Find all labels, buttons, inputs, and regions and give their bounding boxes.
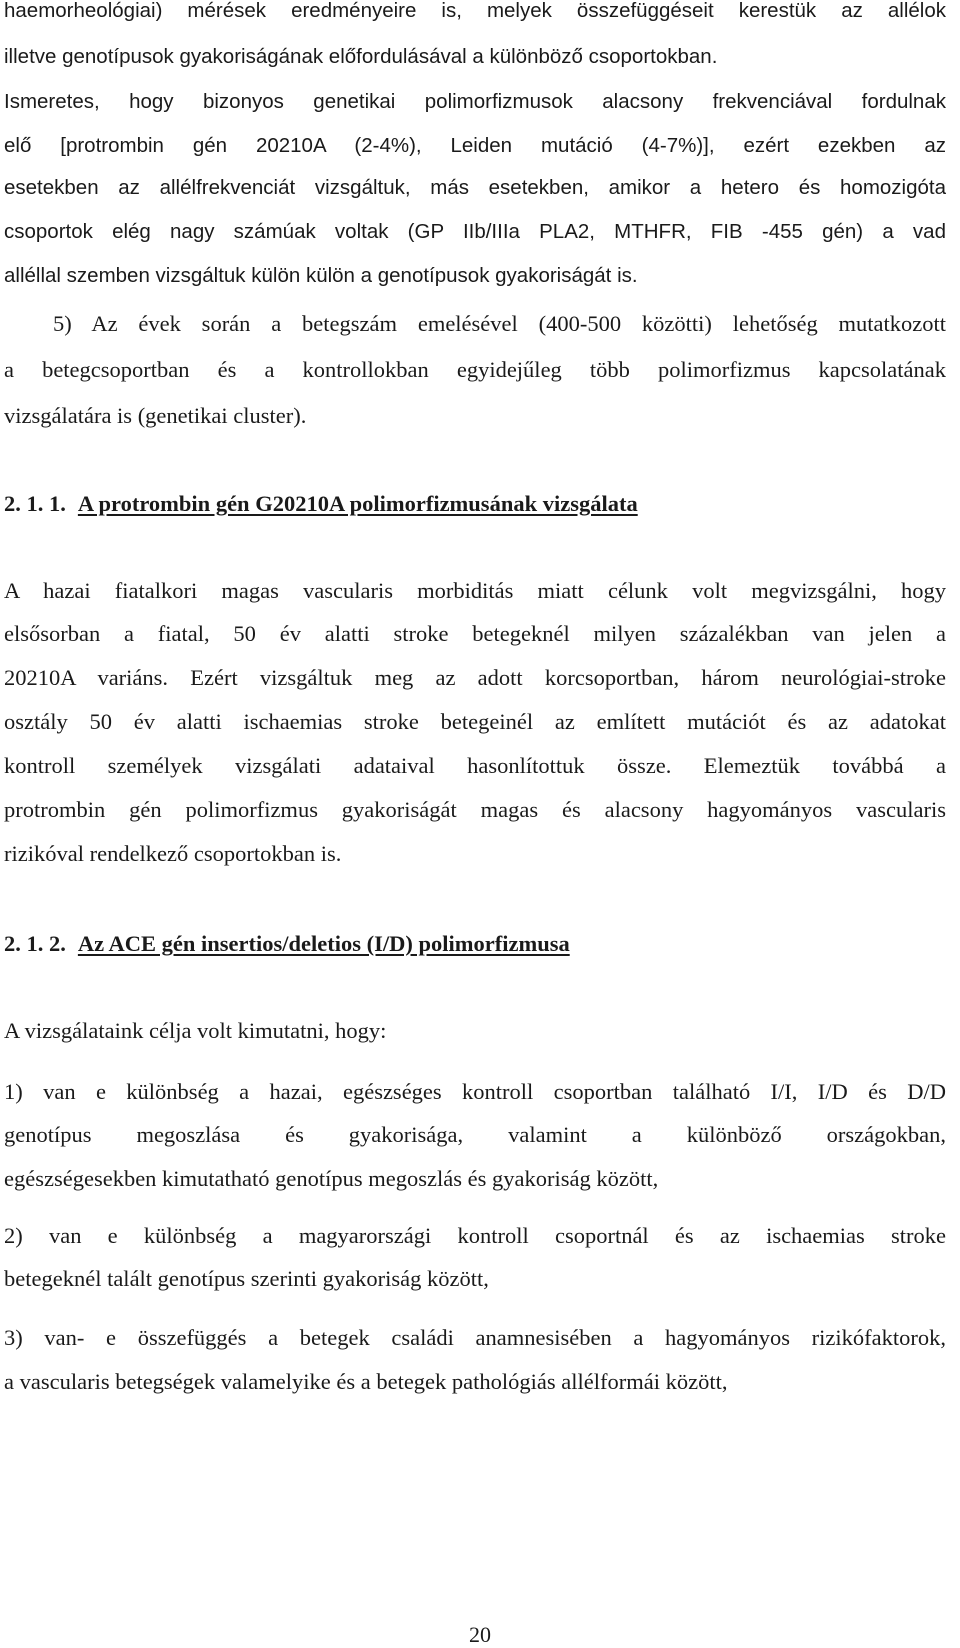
text-line: A hazai fiatalkori magas vascularis morbiditás miatt célunk volt megvizsgálni, hogy (4, 578, 946, 603)
section-title: Az ACE gén insertios/deletios (I/D) polimorfizmusa (77, 931, 570, 956)
text-line: alléllal szemben vizsgáltuk külön külön a genotípusok gyakoriságát is. (4, 264, 638, 287)
text-line: rizikóval rendelkező csoportokban is. (4, 841, 342, 866)
text-line: 20210A variáns. Ezért vizsgáltuk meg az adott korcsoportban, három neurológiai-stroke (4, 665, 946, 690)
text-line: elő [protrombin gén 20210A (2-4%), Leiden mutáció (4-7%)], ezért ezekben az (4, 134, 946, 157)
section-number: 2. 1. 1. (4, 491, 66, 516)
list-item-line: egészségesekben kimutatható genotípus megoszlás és gyakoriság között, (4, 1166, 659, 1191)
list-item-line: 2) van e különbség a magyarországi kontroll csoportnál és az ischaemias stroke (4, 1223, 946, 1248)
section-title: A protrombin gén G20210A polimorfizmusának vizsgálata (77, 491, 638, 516)
text-line: protrombin gén polimorfizmus gyakoriságát magas és alacsony hagyományos vascularis (4, 797, 946, 822)
text-line: csoportok elég nagy számúak voltak (GP IIb/IIIa PLA2, MTHFR, FIB -455 gén) a vad (4, 220, 946, 243)
list-item-line: genotípus megoszlása és gyakorisága, valamint a különböző országokban, (4, 1122, 946, 1147)
text-line: 5) Az évek során a betegszám emelésével (400-500 közötti) lehetőség mutatkozott (53, 311, 946, 336)
list-item-line: 3) van- e összefüggés a betegek családi anamnesisében a hagyományos rizikófaktorok, (4, 1325, 946, 1350)
text-line: haemorheológiai) mérések eredményeire is, melyek összefüggéseit kerestük az allélok (4, 0, 946, 22)
text-line: A vizsgálataink célja volt kimutatni, hogy: (4, 1018, 387, 1043)
text-line: illetve genotípusok gyakoriságának előfordulásával a különböző csoportokban. (4, 45, 718, 68)
list-item-line: 1) van e különbség a hazai, egészséges kontroll csoportban található I/I, I/D és D/D (4, 1079, 946, 1104)
text-line: Ismeretes, hogy bizonyos genetikai polimorfizmusok alacsony frekvenciával fordulnak (4, 90, 946, 113)
page-number: 20 (469, 1622, 491, 1647)
text-line: a betegcsoportban és a kontrollokban egyidejűleg több polimorfizmus kapcsolatának (4, 357, 946, 382)
list-item-line: betegeknél talált genotípus szerinti gyakoriság között, (4, 1266, 489, 1291)
list-item-line: a vascularis betegségek valamelyike és a betegek pathológiás allélformái között, (4, 1369, 728, 1394)
section-heading-2-1-1 (4, 490, 946, 518)
section-heading-2-1-2 (4, 930, 946, 958)
text-line: elsősorban a fiatal, 50 év alatti stroke betegeknél milyen százalékban van jelen a (4, 621, 946, 646)
text-line: vizsgálatára is (genetikai cluster). (4, 403, 307, 428)
text-line: kontroll személyek vizsgálati adataival hasonlítottuk össze. Elemeztük továbbá a (4, 753, 946, 778)
section-number: 2. 1. 2. (4, 931, 66, 956)
text-line: osztály 50 év alatti ischaemias stroke betegeinél az említett mutációt és az adatokat (4, 709, 946, 734)
text-line: esetekben az allélfrekvenciát vizsgáltuk, más esetekben, amikor a hetero és homozigóta (4, 176, 946, 199)
